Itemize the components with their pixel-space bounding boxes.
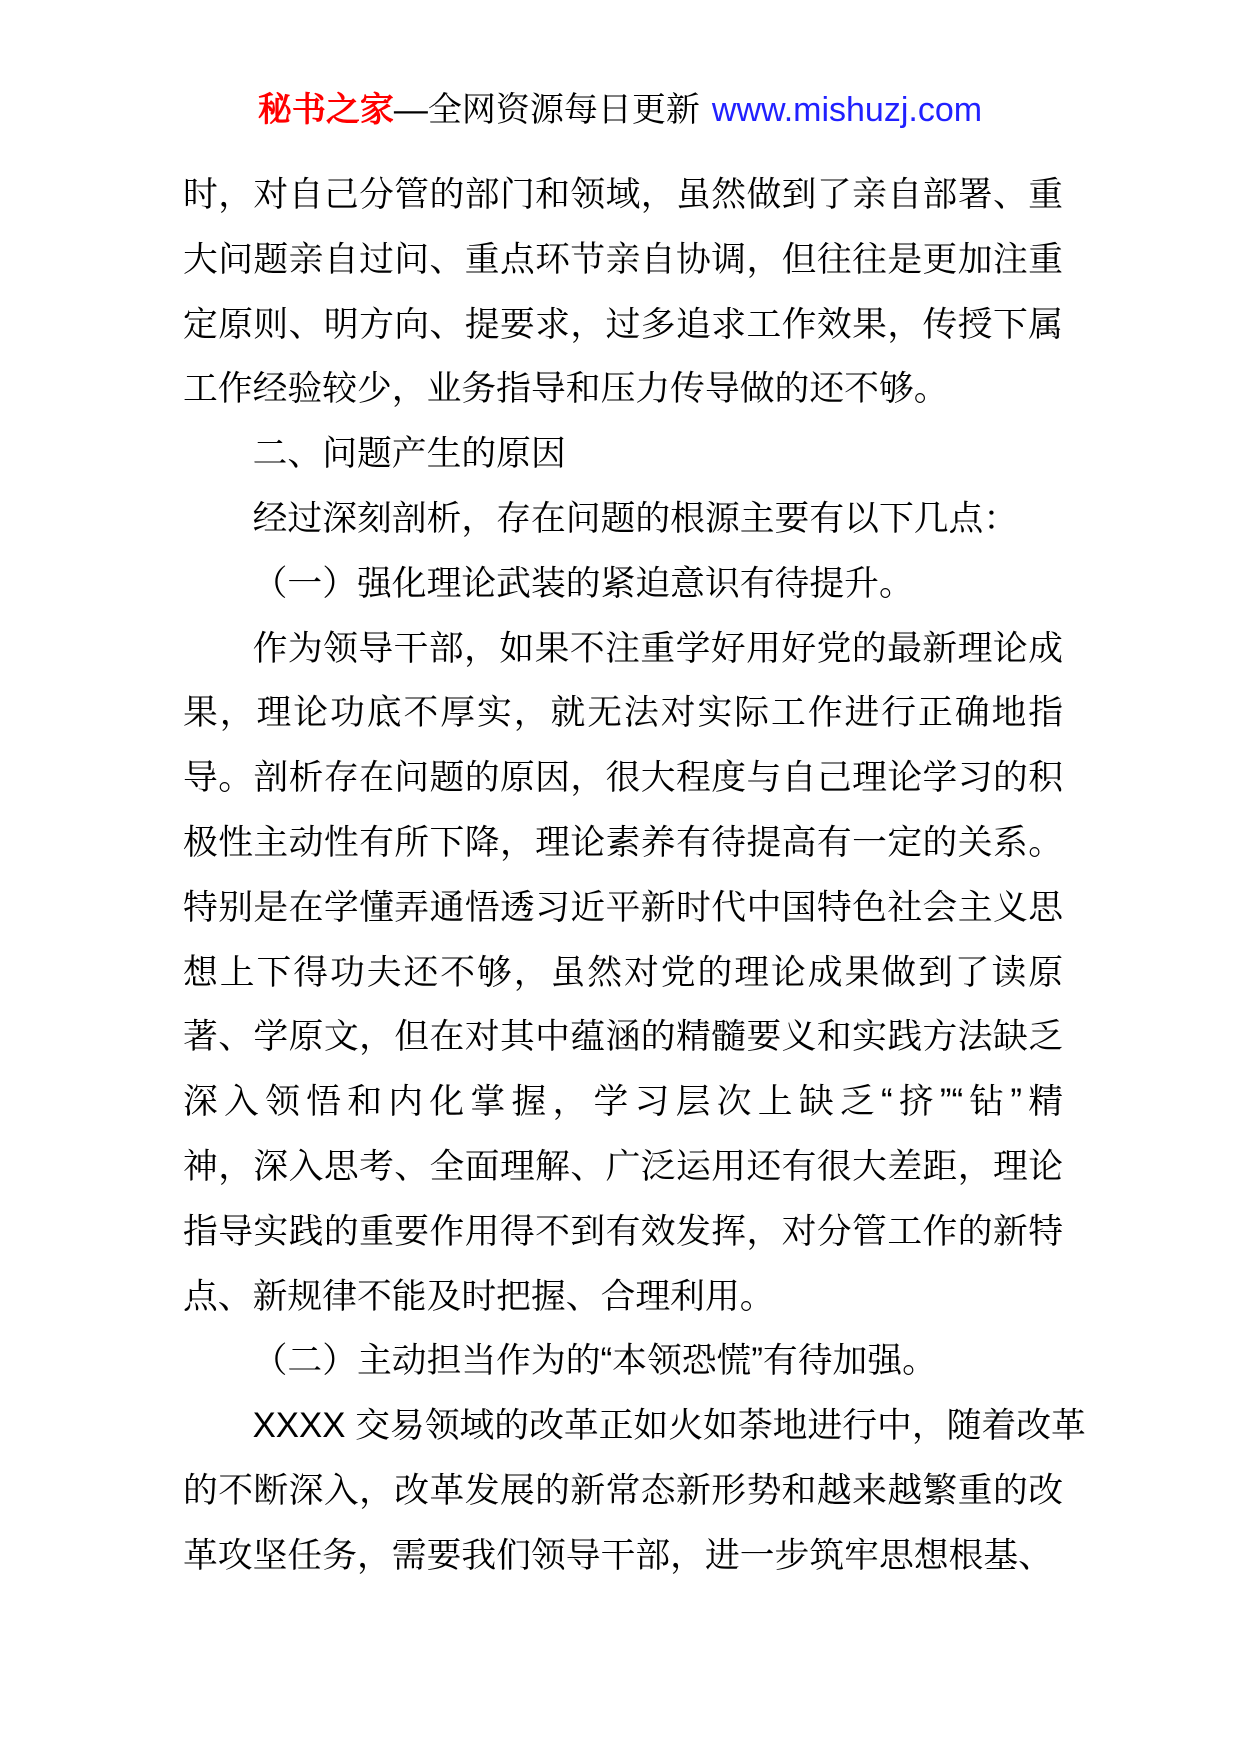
text-line: 导。剖析存在问题的原因，很大程度与自己理论学习的积 [183, 758, 1063, 798]
paragraph [183, 422, 1063, 487]
text-line: 工作经验较少，业务指导和压力传导做的还不够。 [183, 369, 949, 409]
text-line: 特别是在学懂弄通悟透习近平新时代中国特色社会主义思 [183, 887, 1063, 927]
text-line: 果，理论功底不厚实，就无法对实际工作进行正确地指 [183, 693, 1063, 733]
text-line: 深入领悟和内化掌握，学习层次上缺乏“挤”“钻”精 [183, 1082, 1063, 1122]
text-line: 想上下得功夫还不够，虽然对党的理论成果做到了读原 [183, 952, 1063, 992]
text-line: 神，深入思考、全面理解、广泛运用还有很大差距，理论 [183, 1146, 1063, 1186]
paragraph [183, 1394, 1086, 1588]
site-brand: 秘书之家 [257, 91, 394, 129]
text-line: 二、问题产生的原因 [252, 434, 566, 474]
text-line: 定原则、明方向、提要求，过多追求工作效果，传授下属 [183, 304, 1063, 344]
text-line: （一）强化理论武装的紧迫意识有待提升。 [252, 563, 914, 603]
page-header [0, 88, 1240, 132]
paragraph [183, 487, 1063, 552]
text-line: XXXX 交易领域的改革正如火如荼地进行中，随着改革 [252, 1406, 1086, 1446]
text-line: 作为领导干部，如果不注重学好用好党的最新理论成 [252, 628, 1063, 668]
text-line: 革攻坚任务，需要我们领导干部，进一步筑牢思想根基、 [183, 1535, 1053, 1575]
text-line: 经过深刻剖析，存在问题的根源主要有以下几点： [252, 498, 1019, 538]
paragraph [183, 163, 1063, 422]
text-line: （二）主动担当作为的“本领恐慌”有待加强。 [252, 1341, 937, 1381]
paragraph [183, 1329, 1063, 1394]
text-line: 时，对自己分管的部门和领域，虽然做到了亲自部署、重 [183, 175, 1063, 214]
text-line: 著、学原文，但在对其中蕴涵的精髓要义和实践方法缺乏 [183, 1017, 1063, 1057]
document-body [183, 163, 1086, 1589]
text-line: 指导实践的重要作用得不到有效发挥，对分管工作的新特 [183, 1211, 1063, 1251]
text-line: 极性主动性有所下降，理论素养有待提高有一定的关系。 [183, 822, 1063, 862]
site-url-link[interactable]: www.mishuzj.com [711, 91, 983, 129]
header-separator: — [393, 91, 428, 129]
header-tagline: 全网资源每日更新 [427, 91, 700, 129]
text-line: 点、新规律不能及时把握、合理利用。 [183, 1276, 775, 1316]
text-line: 大问题亲自过问、重点环节亲自协调，但往往是更加注重 [183, 239, 1063, 279]
paragraph [183, 552, 1063, 617]
paragraph [183, 617, 1063, 1330]
text-line: 的不断深入，改革发展的新常态新形势和越来越繁重的改 [183, 1470, 1063, 1510]
